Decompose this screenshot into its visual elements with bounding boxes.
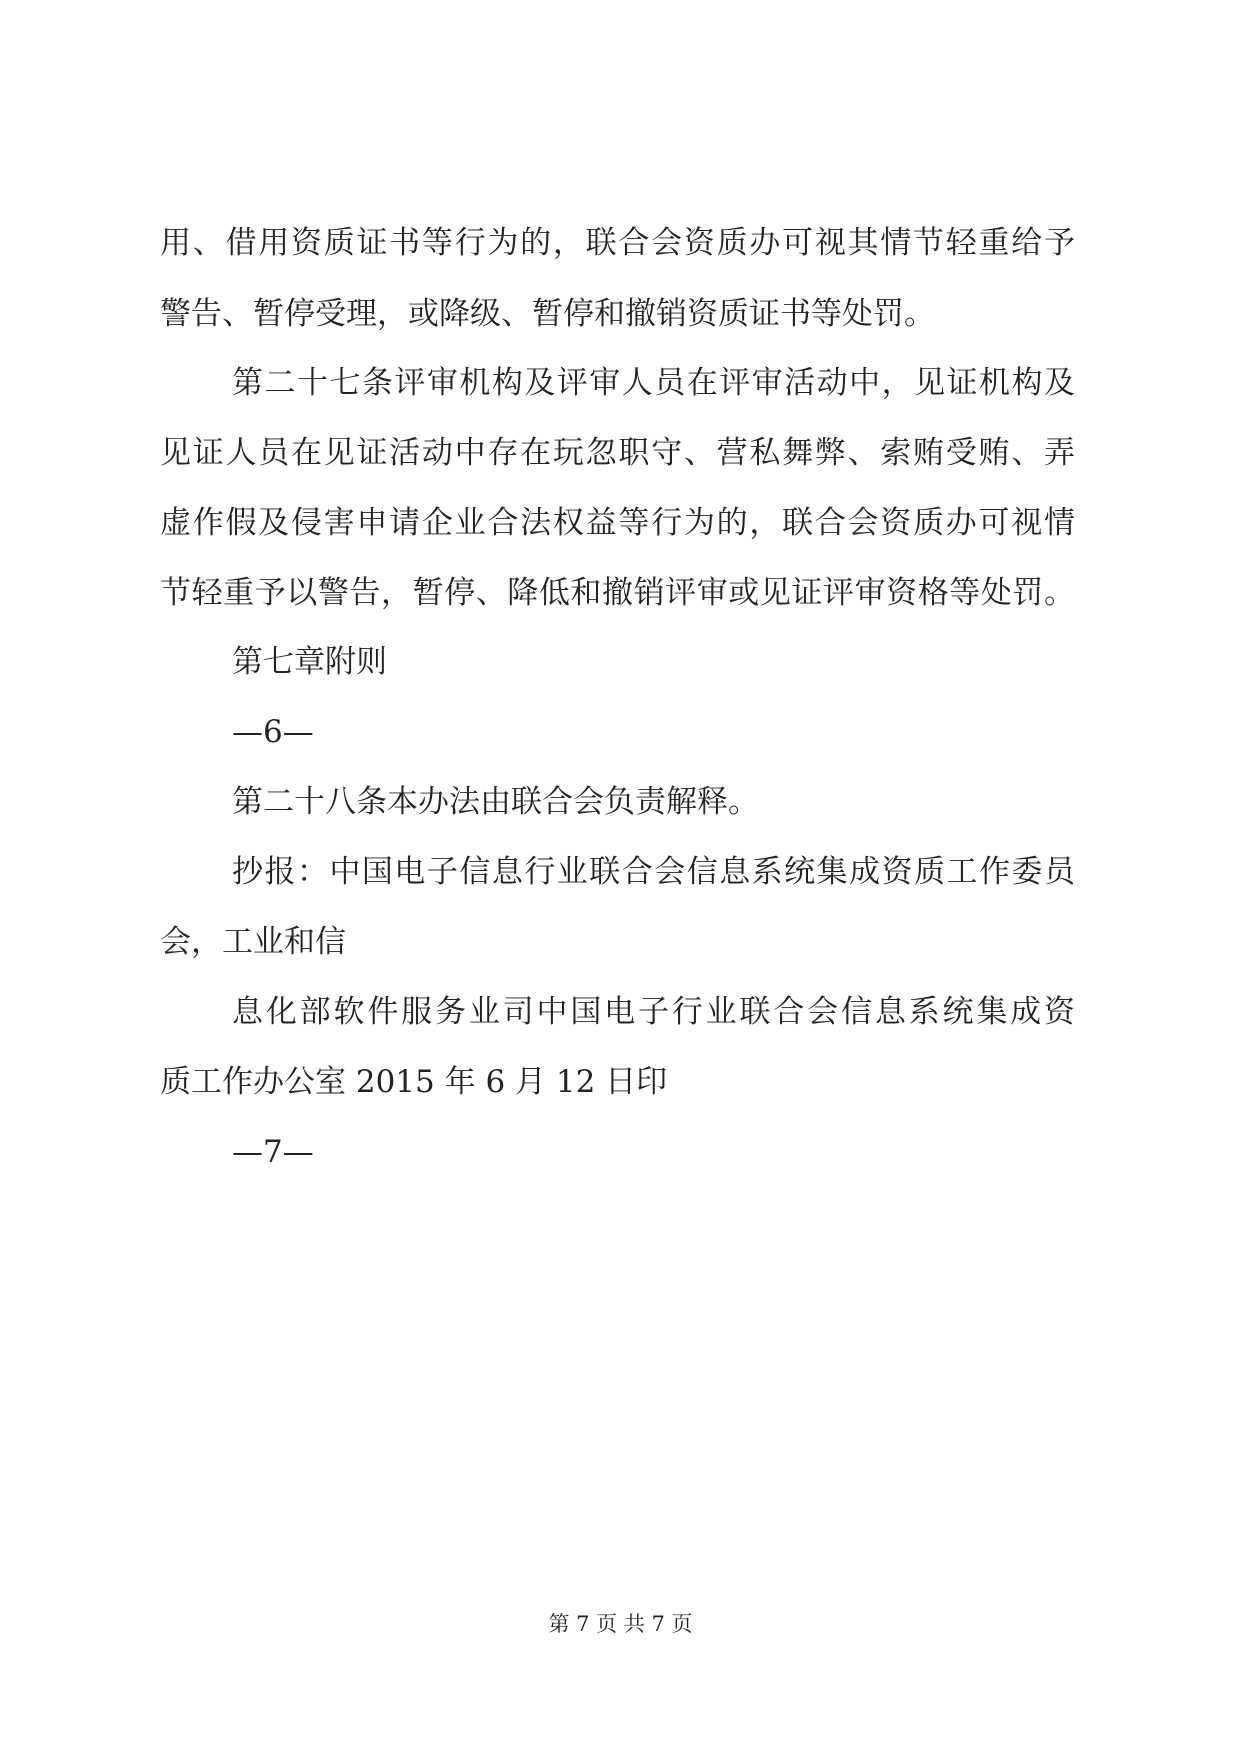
cc-line-3: 息化部软件服务业司中国电子行业联合会信息系统集成资 [232, 994, 1075, 1030]
body-line-1: 用、借用资质证书等行为的，联合会资质办可视其情节轻重给予 [160, 225, 1075, 261]
issue-date-line: 质工作办公室 2015 年 6 月 12 日印 [160, 1064, 668, 1100]
cc-line-1: 抄报：中国电子信息行业联合会信息系统集成资质工作委员 [232, 854, 1075, 890]
article-27-line-2: 见证人员在见证活动中存在玩忽职守、营私舞弊、索贿受贿、弄 [160, 435, 1075, 471]
chapter-heading: 第七章附则 [232, 644, 387, 680]
article-27-line-1: 第二十七条评审机构及评审人员在评审活动中，见证机构及 [232, 365, 1075, 401]
page-footer: 第 7 页 共 7 页 [548, 1612, 693, 1636]
inline-page-number-6: —6— [232, 714, 314, 750]
body-line-2: 警告、暂停受理，或降级、暂停和撤销资质证书等处罚。 [160, 296, 935, 332]
article-27-line-4: 节轻重予以警告，暂停、降低和撤销评审或见证评审资格等处罚。 [160, 575, 1075, 611]
article-28: 第二十八条本办法由联合会负责解释。 [232, 784, 759, 820]
inline-page-number-7: —7— [232, 1134, 314, 1170]
article-27-line-3: 虚作假及侵害申请企业合法权益等行为的，联合会资质办可视情 [160, 505, 1075, 541]
cc-line-2: 会，工业和信 [160, 924, 346, 960]
